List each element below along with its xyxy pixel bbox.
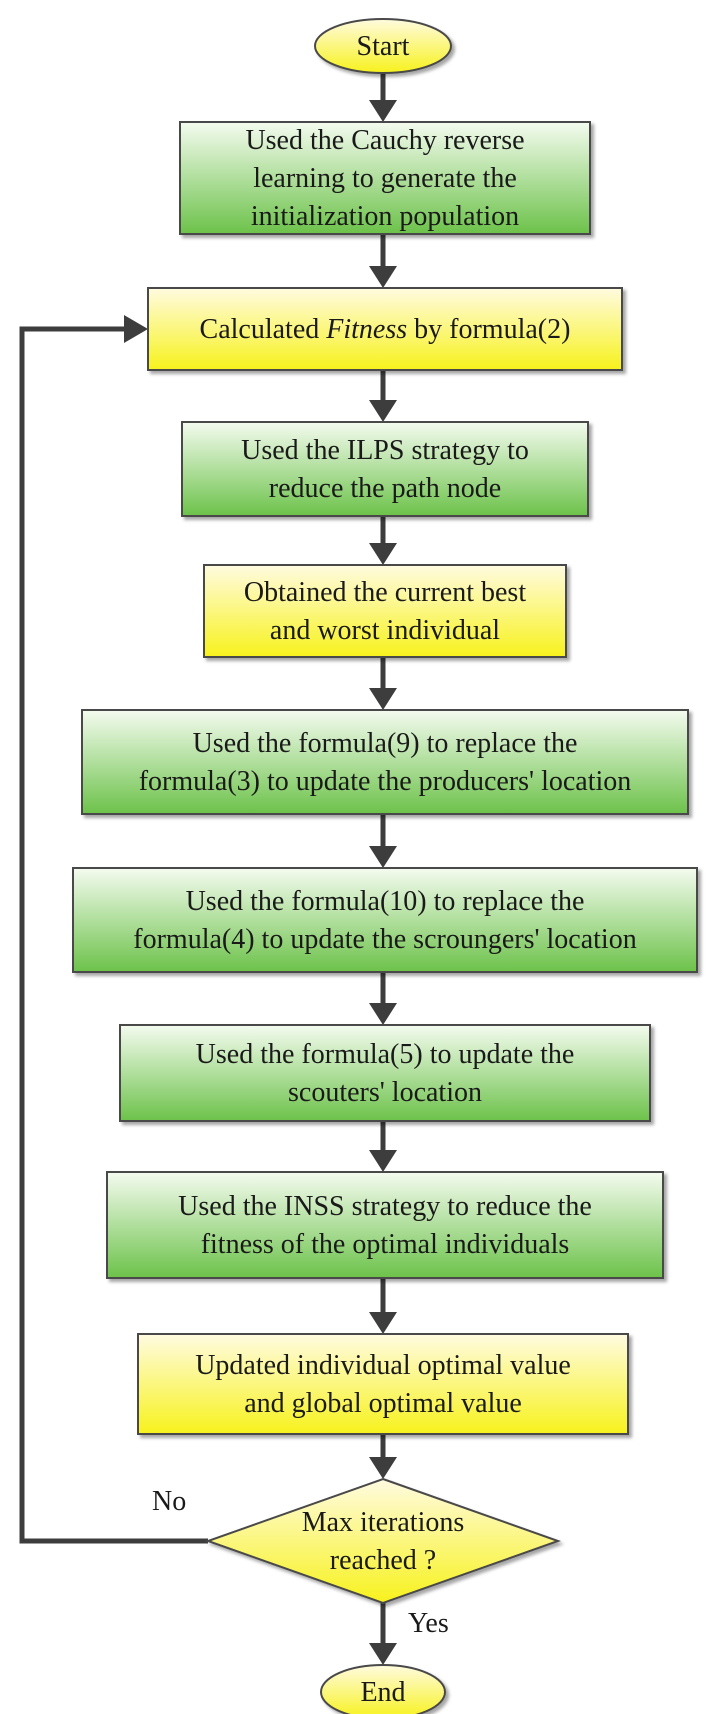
step-init-line: Used the Cauchy reverse [245, 124, 525, 156]
decision-label-line: Max iterations [301, 1506, 465, 1538]
process-step-update [138, 1334, 628, 1434]
arrow-down [369, 73, 397, 122]
step-scroungers-line: formula(4) to update the scroungers' location [133, 923, 637, 955]
step-ilps-line: reduce the path node [268, 472, 502, 504]
step-best-worst-line: and worst individual [269, 614, 501, 646]
step-init-line: initialization population [250, 200, 520, 232]
arrow-down [369, 1121, 397, 1172]
step-update-line: Updated individual optimal value [195, 1349, 571, 1381]
step-inss-line: Used the INSS strategy to reduce the [178, 1190, 592, 1222]
end-terminal [321, 1665, 445, 1714]
process-step-best-worst [204, 565, 566, 657]
yes-branch-label: Yes [408, 1608, 449, 1639]
arrow-down [369, 1278, 397, 1334]
start-terminal [315, 19, 451, 73]
step-fitness-line: Calculated Fitness by formula(2) [199, 313, 571, 345]
step-best-worst-line: Obtained the current best [243, 576, 527, 608]
step-init-line: learning to generate the [253, 162, 517, 194]
decision-max-iterations [208, 1479, 558, 1603]
step-scroungers-line: Used the formula(10) to replace the [185, 885, 585, 917]
arrow-down [369, 814, 397, 868]
step-inss-line: fitness of the optimal individuals [200, 1228, 570, 1260]
step-ilps-line: Used the ILPS strategy to [241, 434, 529, 466]
start-label-line: Start [356, 30, 410, 62]
process-step-scouters [120, 1025, 650, 1121]
process-step-fitness [148, 288, 622, 370]
arrow-down [369, 1434, 397, 1479]
arrow-down [369, 370, 397, 422]
process-step-init [180, 122, 590, 234]
step-update-line: and global optimal value [244, 1387, 522, 1419]
no-branch-label: No [152, 1486, 187, 1517]
step-scouters-line: Used the formula(5) to update the [195, 1038, 575, 1070]
decision-label-line: reached ? [329, 1544, 437, 1576]
process-step-scroungers [73, 868, 697, 972]
step-producers-line: formula(3) to update the producers' location [138, 765, 632, 797]
step-producers-line: Used the formula(9) to replace the [192, 727, 578, 759]
arrow-down [369, 1603, 397, 1665]
arrow-down [369, 516, 397, 565]
process-step-producers [82, 710, 688, 814]
arrow-down [369, 972, 397, 1025]
process-step-inss [107, 1172, 663, 1278]
end-label-line: End [360, 1676, 406, 1708]
process-step-ilps [182, 422, 588, 516]
step-scouters-line: scouters' location [288, 1076, 482, 1108]
arrow-down [369, 234, 397, 288]
arrow-down [369, 657, 397, 710]
